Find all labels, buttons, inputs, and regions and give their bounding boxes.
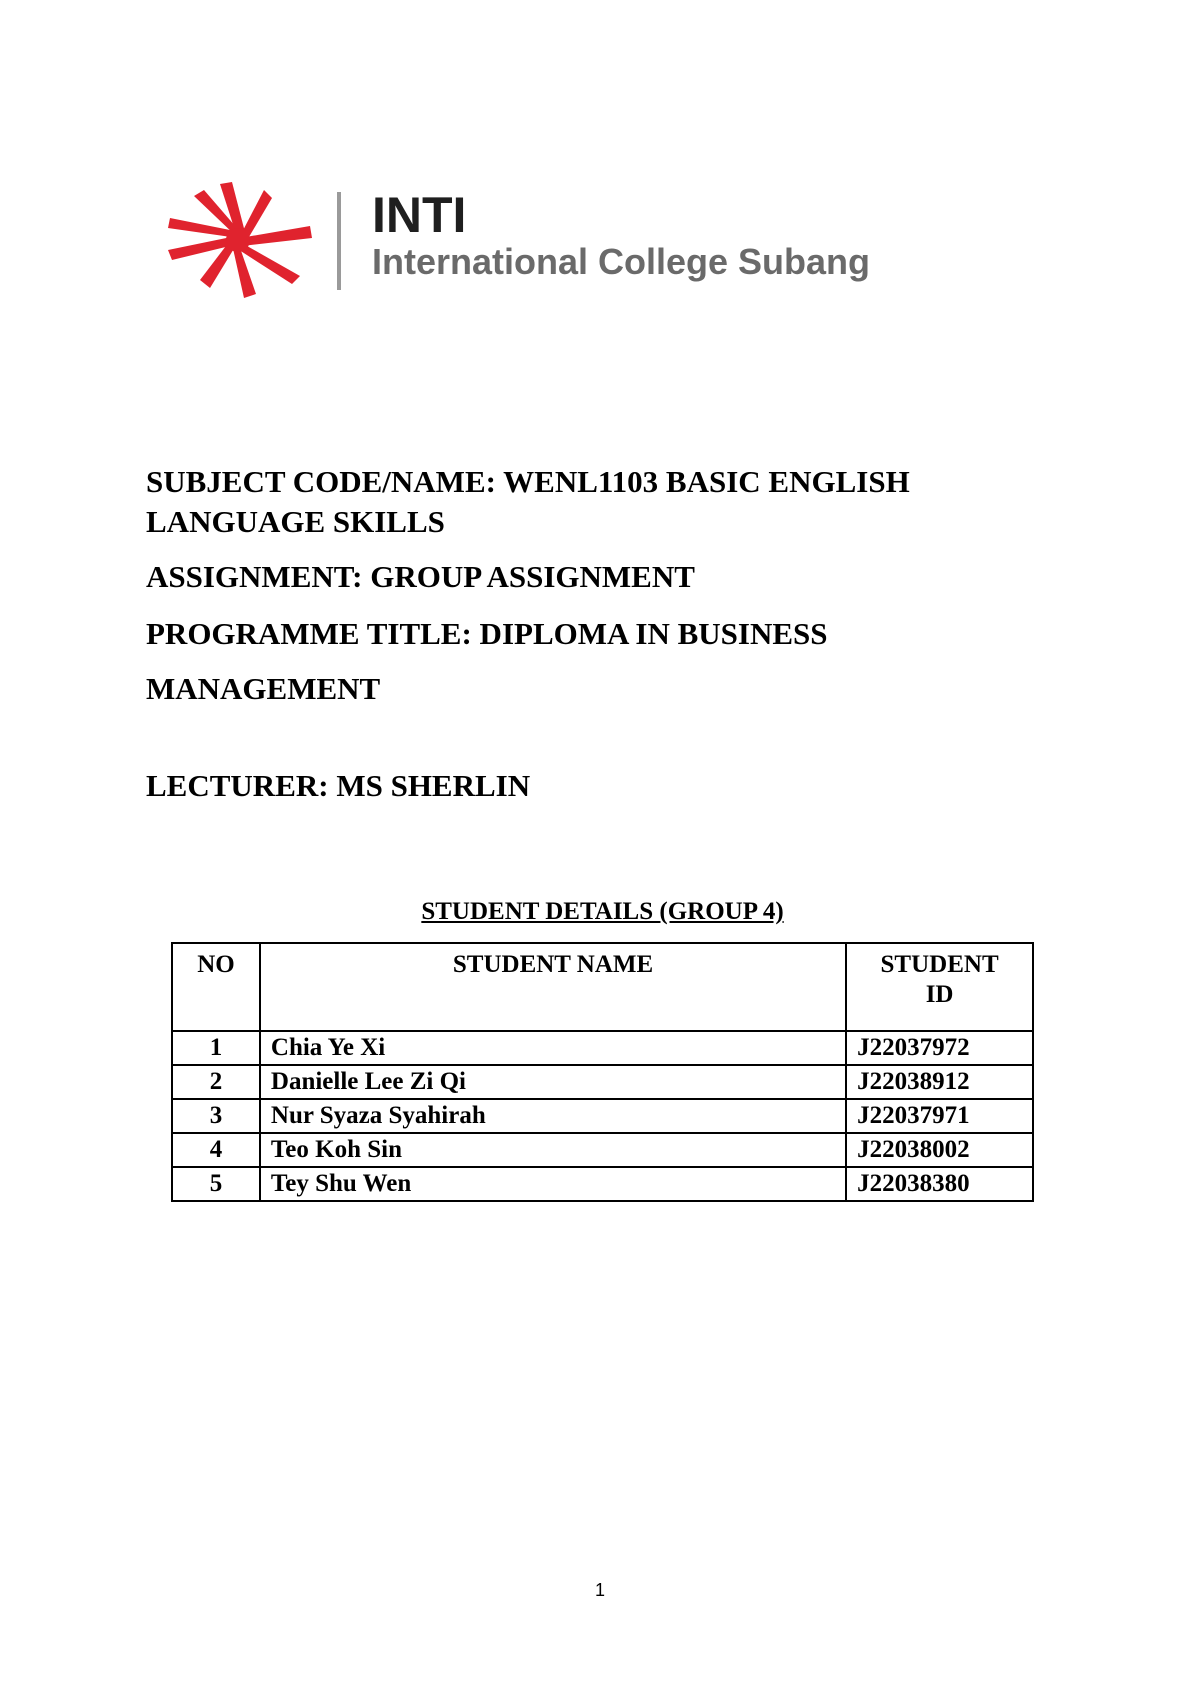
row-no: 4 <box>172 1133 260 1167</box>
table-row <box>172 1133 1033 1167</box>
row-no: 5 <box>172 1167 260 1201</box>
table-row <box>172 1065 1033 1099</box>
row-no: 3 <box>172 1099 260 1133</box>
header-student-id <box>846 943 1033 1031</box>
row-no: 2 <box>172 1065 260 1099</box>
row-student-name: Chia Ye Xi <box>260 1031 846 1065</box>
page-number: 1 <box>594 1580 605 1600</box>
row-no: 1 <box>172 1031 260 1065</box>
subject-line-1: SUBJECT CODE/NAME: WENL1103 BASIC ENGLISH <box>146 464 910 499</box>
table-row <box>172 1099 1033 1133</box>
row-student-id: J22038380 <box>846 1167 1033 1201</box>
lecturer-line: LECTURER: MS SHERLIN <box>146 768 531 803</box>
header-no: NO <box>172 943 260 1031</box>
header-student-name: STUDENT NAME <box>260 943 846 1031</box>
student-details-table <box>171 942 1034 1202</box>
subject-line-2: LANGUAGE SKILLS <box>146 504 445 539</box>
row-student-name: Teo Koh Sin <box>260 1133 846 1167</box>
table-row <box>172 1031 1033 1065</box>
row-student-id: J22038002 <box>846 1133 1033 1167</box>
row-student-name: Danielle Lee Zi Qi <box>260 1065 846 1099</box>
inti-star-icon <box>160 180 320 300</box>
student-details-caption: STUDENT DETAILS (GROUP 4) <box>421 898 784 925</box>
header-student-id-line2: ID <box>925 981 954 1008</box>
programme-line-1: PROGRAMME TITLE: DIPLOMA IN BUSINESS <box>146 616 828 651</box>
assignment-line: ASSIGNMENT: GROUP ASSIGNMENT <box>146 559 695 594</box>
row-student-name: Nur Syaza Syahirah <box>260 1099 846 1133</box>
header-student-id-line1: STUDENT <box>880 951 999 978</box>
logo-campus-text: International College Subang <box>372 241 871 282</box>
programme-line-2: MANAGEMENT <box>146 671 381 706</box>
college-logo <box>160 180 960 300</box>
row-student-id: J22038912 <box>846 1065 1033 1099</box>
table-row <box>172 1167 1033 1201</box>
logo-divider <box>337 192 341 290</box>
table-header-row <box>172 943 1033 1031</box>
row-student-name: Tey Shu Wen <box>260 1167 846 1201</box>
row-student-id: J22037972 <box>846 1031 1033 1065</box>
logo-brand-text: INTI <box>372 187 467 243</box>
row-student-id: J22037971 <box>846 1099 1033 1133</box>
